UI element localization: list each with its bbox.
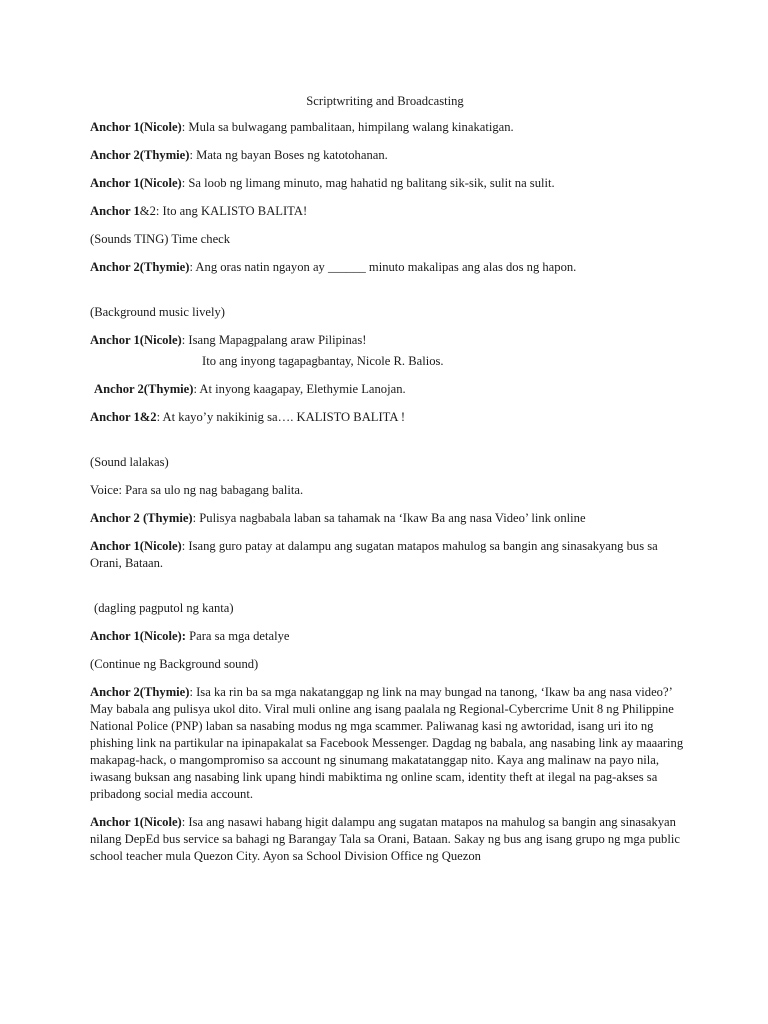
script-line (90, 628, 690, 645)
speaker-label: Anchor 2(Thymie) (90, 148, 190, 162)
line-text: : Mula sa bulwagang pambalitaan, himpilang walang kinakatigan. (181, 120, 514, 134)
speaker-label: Anchor 1(Nicole) (90, 176, 182, 190)
speaker-label: Anchor 2(Thymie) (90, 685, 190, 699)
line-text: : At kayo’y nakikinig sa…. KALISTO BALITA ! (156, 410, 406, 424)
line-text: &2: Ito ang KALISTO BALITA! (139, 204, 308, 218)
script-line (90, 381, 690, 398)
stage-direction: (dagling pagputol ng kanta) (94, 601, 234, 615)
blank-line (90, 287, 690, 304)
script-line (90, 538, 690, 572)
script-line (90, 409, 690, 426)
script-line (90, 510, 690, 527)
script-line (90, 147, 690, 164)
stage-direction: (Background music lively) (90, 305, 226, 319)
speaker-label: Anchor 2(Thymie) (94, 382, 194, 396)
voice-line: Voice: Para sa ulo ng nag babagang balita. (90, 483, 304, 497)
script-line (90, 175, 690, 192)
speaker-label: Anchor 1(Nicole) (90, 120, 182, 134)
line-text: : Pulisya nagbabala laban sa tahamak na ‘Ikaw Ba ang nasa Video’ link online (192, 511, 586, 525)
script-line (90, 259, 690, 276)
document-title: Scriptwriting and Broadcasting (306, 94, 464, 108)
line-text: : At inyong kaagapay, Elethymie Lanojan. (193, 382, 406, 396)
script-line-continuation: Ito ang inyong tagapagbantay, Nicole R. Balios. (202, 354, 444, 368)
blank-line (90, 583, 690, 600)
line-text: : Mata ng bayan Boses ng katotohanan. (189, 148, 388, 162)
line-text: : Isa ka rin ba sa mga nakatanggap ng link na may bungad na tanong, ‘Ikaw ba ang nasa video?’ May babala ang pulisya ukol dito. Viral muli online ang isang paalala ng Regional-Cybercrime Unit 8 ng Philippine National Police (PNP) laban sa nasabing modus ng mga scammer. Paliwanag kasi ng awtoridad, isang uri ito ng phishing link na partikular na ipinapakalat sa Facebook Messenger. Dagdag ng babala, ang nasabing link ay maaaring makapag-hack, o mangompromiso sa account ng sinumang makatatanggap nito. Kaya ang malinaw na payo nila, iwasang buksan ang nasabing link upang hindi mabiktima ng online scam, identity theft at ilegal na pag-akses sa pribadong social media account. (90, 685, 684, 801)
document-page (90, 93, 690, 876)
stage-direction: (Sound lalakas) (90, 455, 169, 469)
speaker-label: Anchor 2(Thymie) (90, 260, 190, 274)
speaker-label: Anchor 1 (90, 204, 140, 218)
script-line (90, 684, 690, 803)
line-text: : Sa loob ng limang minuto, mag hahatid ng balitang sik-sik, sulit na sulit. (181, 176, 555, 190)
stage-direction: (Sounds TING) Time check (90, 232, 231, 246)
speaker-label: Anchor 1(Nicole) (90, 815, 182, 829)
blank-line (90, 437, 690, 454)
script-line (90, 814, 690, 865)
stage-direction: (Continue ng Background sound) (90, 657, 259, 671)
speaker-label: Anchor 1(Nicole): (90, 629, 186, 643)
line-text: Para sa mga detalye (185, 629, 290, 643)
line-text: : Isang guro patay at dalampu ang sugatan matapos mahulog sa bangin ang sinasakyang bus sa Orani, Bataan. (90, 539, 658, 570)
line-text: : Isa ang nasawi habang higit dalampu ang sugatan matapos na mahulog sa bangin ang sinasakyan nilang DepEd bus service sa bahagi ng Barangay Tala sa Orani, Bataan. Sakay ng bus ang isang grupo ng mga public school teacher mula Quezon City. Ayon sa School Division Office ng Quezon (90, 815, 680, 863)
script-line (90, 119, 690, 136)
script-line (90, 332, 690, 349)
speaker-label: Anchor 2 (Thymie) (90, 511, 193, 525)
line-text: : Isang Mapagpalang araw Pilipinas! (181, 333, 367, 347)
speaker-label: Anchor 1&2 (90, 410, 157, 424)
speaker-label: Anchor 1(Nicole) (90, 539, 182, 553)
speaker-label: Anchor 1(Nicole) (90, 333, 182, 347)
line-text: : Ang oras natin ngayon ay ______ minuto makalipas ang alas dos ng hapon. (189, 260, 577, 274)
script-line (90, 203, 690, 220)
